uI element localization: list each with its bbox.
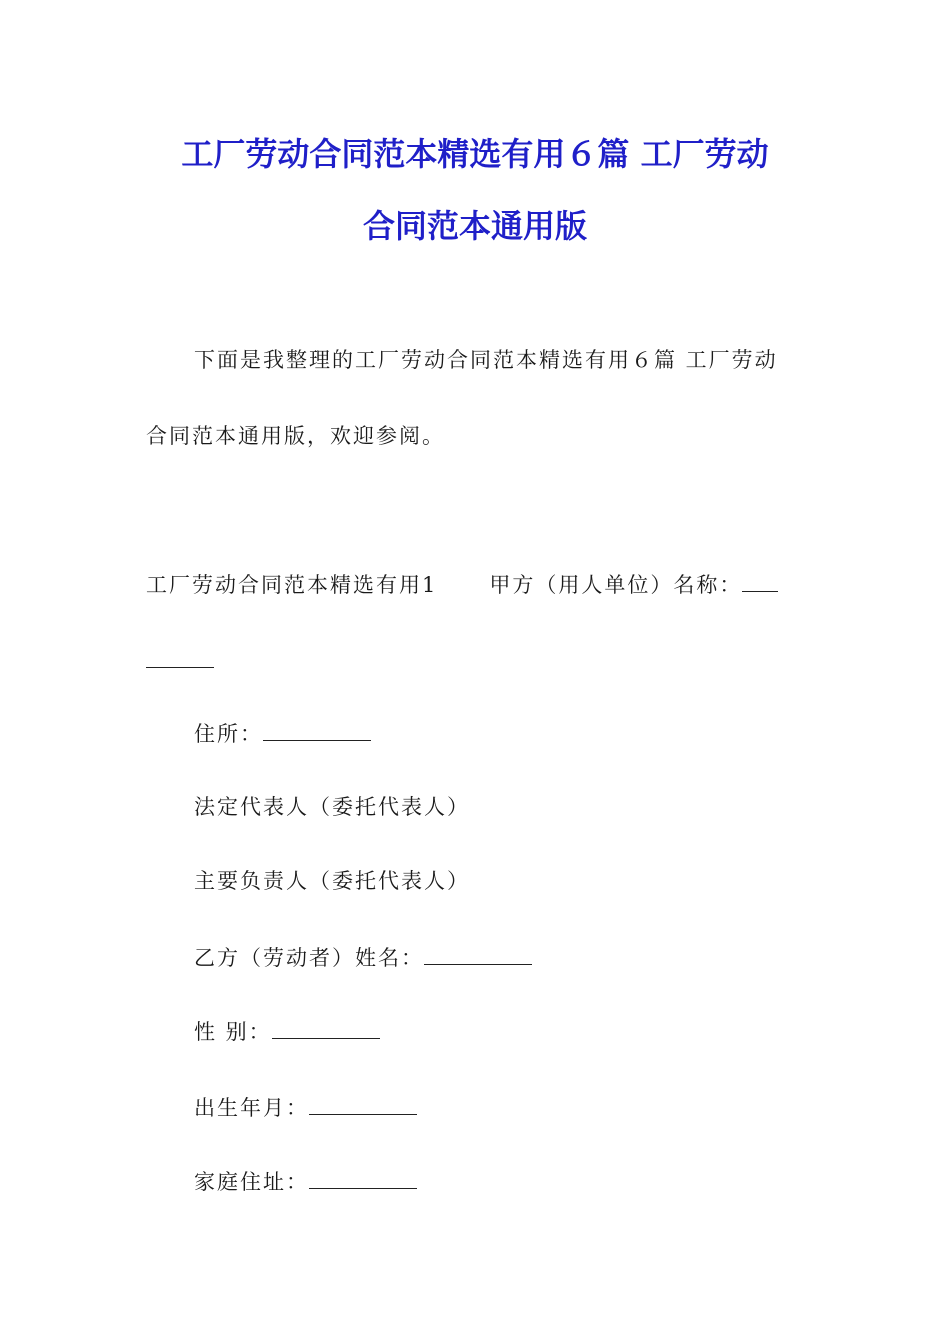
gender-label: 性 别： bbox=[194, 1020, 272, 1044]
address-label: 住所： bbox=[194, 722, 263, 746]
principal-label: 主要负责人（委托代表人） bbox=[194, 869, 470, 893]
document-title-line-1: 工厂劳动合同范本精选有用６篇 工厂劳动 bbox=[181, 135, 769, 173]
document-title-line-2: 合同范本通用版 bbox=[362, 207, 587, 245]
address-blank bbox=[263, 718, 371, 741]
intro-paragraph-line-1: 下面是我整理的工厂劳动合同范本精选有用６篇 工厂劳动 bbox=[194, 348, 778, 372]
party-b-name-blank bbox=[424, 942, 532, 965]
birth-date-row bbox=[194, 1092, 417, 1123]
home-address-blank bbox=[309, 1166, 417, 1189]
party-a-name-label: 甲方（用人单位）名称： bbox=[489, 573, 743, 597]
section-1-heading: 工厂劳动合同范本精选有用1 bbox=[146, 573, 438, 597]
party-b-name-label: 乙方（劳动者）姓名： bbox=[194, 946, 424, 970]
gender-row bbox=[194, 1016, 380, 1047]
home-address-row bbox=[194, 1166, 417, 1197]
intro-paragraph-line-2: 合同范本通用版，欢迎参阅。 bbox=[146, 424, 445, 448]
party-a-name-blank-continued bbox=[146, 667, 214, 668]
section-1-line bbox=[146, 569, 778, 600]
birth-date-blank bbox=[309, 1092, 417, 1115]
party-a-name-blank bbox=[742, 569, 778, 592]
gender-blank bbox=[272, 1016, 380, 1039]
party-b-name-row bbox=[194, 942, 532, 973]
address-row bbox=[194, 718, 371, 749]
legal-rep-label: 法定代表人（委托代表人） bbox=[194, 795, 470, 819]
birth-date-label: 出生年月： bbox=[194, 1096, 309, 1120]
home-address-label: 家庭住址： bbox=[194, 1170, 309, 1194]
